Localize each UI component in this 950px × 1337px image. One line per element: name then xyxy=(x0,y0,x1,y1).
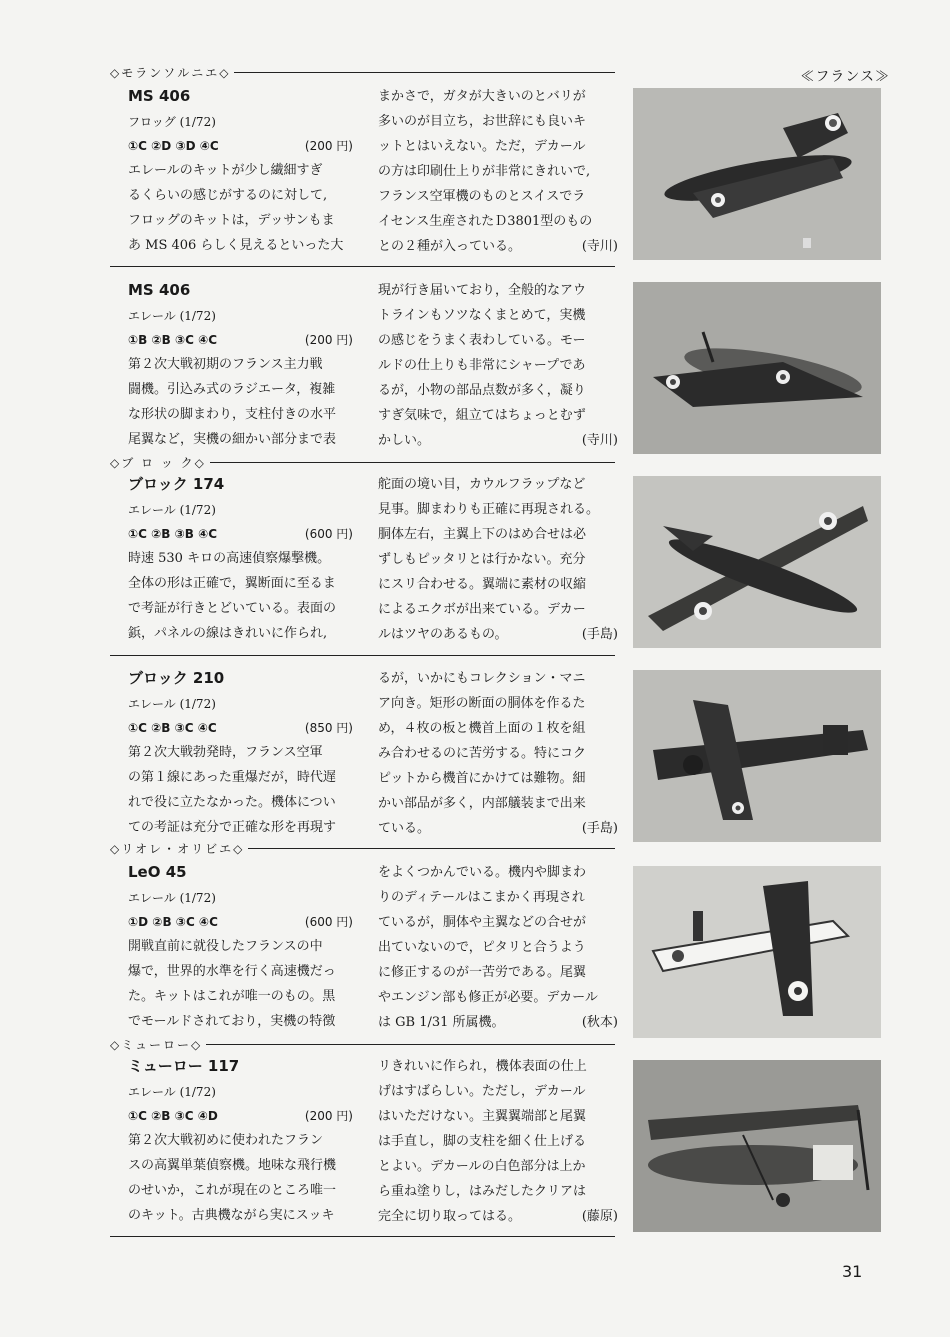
text-line: るが，小物の部品点数が多く，凝り xyxy=(378,383,586,398)
text-line: ら重ね塗りし，はみだしたクリアは xyxy=(378,1184,587,1199)
text-line: 舵面の境い目，カウルフラップなど xyxy=(378,477,586,492)
text-line: すぎ気味で，組立てはちょっとむず xyxy=(378,408,586,423)
rating-values: ①C ②D ③D ④C xyxy=(128,139,219,153)
text-line: まかさで，ガタが大きいのとバリが xyxy=(378,89,586,104)
review-text xyxy=(378,472,618,647)
section-label: ◇ミューロー◇ xyxy=(110,1037,203,1052)
text-line: な形状の脚まわり，支柱付きの水平 xyxy=(128,407,337,422)
text-line: の感じをうまく表わしている。モー xyxy=(378,333,586,348)
kit-photo-ms406-frog xyxy=(633,88,881,260)
kit-photo-ms406-heller xyxy=(633,282,881,454)
text-line: ている。 xyxy=(378,821,431,836)
text-line: ずしもピッタリとは行かない。充分 xyxy=(378,552,586,567)
ratings xyxy=(128,1104,357,1128)
price: (200 円) xyxy=(304,1109,353,1123)
rating-values: ①C ②B ③C ④C xyxy=(128,721,217,735)
review-left-column xyxy=(112,666,357,840)
section-mureaux xyxy=(110,1037,615,1051)
text-line: ての考証は充分で正確な形を再現す xyxy=(128,820,337,835)
text-line: れで役に立たなかった。機体につい xyxy=(128,795,336,810)
ratings xyxy=(128,910,357,934)
text-line: をよくつかんでいる。機内や脚まわ xyxy=(378,865,587,880)
country-heading: ≪フランス≫ xyxy=(800,69,890,85)
text-line: 見事。脚まわりも正確に再現される。 xyxy=(378,502,600,517)
text-line: リきれいに作られ，機体表面の仕上 xyxy=(378,1059,587,1074)
text-line: ア向き。矩形の断面の胴体を作るた xyxy=(378,696,586,711)
rating-values: ①B ②B ③C ④C xyxy=(128,333,218,347)
text-line: ットとはいえない。ただ，デカール xyxy=(378,139,586,154)
section-morane xyxy=(110,65,615,79)
text-line: でモールドされており，実機の特徴 xyxy=(128,1014,336,1029)
review-text xyxy=(378,860,618,1035)
reviewer-signature: (寺川) xyxy=(581,239,618,254)
review-text xyxy=(378,666,618,841)
price: (600 円) xyxy=(304,915,353,929)
reviewer-signature: (手島) xyxy=(581,821,618,836)
text-line: によるエクボが出来ている。デカー xyxy=(378,602,586,617)
maker-scale: フロッグ (1/72) xyxy=(128,115,216,129)
text-line: 多いのが目立ち，お世辞にも良いキ xyxy=(378,114,587,129)
review-right-column xyxy=(378,1054,618,1229)
text-line: エレールのキットが少し繊細すぎ xyxy=(128,163,323,178)
text-line: げはすばらしい。ただし，デカール xyxy=(378,1084,586,1099)
rating-values: ①C ②B ③C ④D xyxy=(128,1109,218,1123)
model-name: MS 406 xyxy=(128,87,191,105)
page-number: 31 xyxy=(842,1262,863,1281)
text-line: の方は印刷仕上りが非常にきれいで, xyxy=(378,164,591,179)
text-line: め，４枚の板と機首上面の１枚を組 xyxy=(378,721,586,736)
review-right-column xyxy=(378,472,618,647)
model-name: LeO 45 xyxy=(128,863,187,881)
text-line: るくらいの感じがするのに対して, xyxy=(128,188,328,203)
text-line: とよい。デカールの白色部分は上か xyxy=(378,1159,586,1174)
text-line: 尾翼など，実機の細かい部分まで表 xyxy=(128,432,337,447)
review-right-column xyxy=(378,84,618,259)
text-line: イセンス生産されたＤ3801型のもの xyxy=(378,214,593,229)
text-line: 現が行き届いており，全般的なアウ xyxy=(378,283,587,298)
text-line: た。キットはこれが唯一のもの。黒 xyxy=(128,989,336,1004)
text-line: やエンジン部も修正が必要。デカール xyxy=(378,990,598,1005)
model-name: MS 406 xyxy=(128,281,191,299)
review-text xyxy=(112,158,357,258)
text-line: は手直し，脚の支柱を細く仕上げる xyxy=(378,1134,587,1149)
text-line: のキット。古典機ながら実にスッキ xyxy=(128,1208,335,1223)
ratings xyxy=(128,522,357,546)
review-right-column xyxy=(378,860,618,1035)
text-line: 第２次大戦初期のフランス主力戦 xyxy=(128,357,323,372)
maker-scale: エレール (1/72) xyxy=(128,697,216,711)
text-line: ピットから機首にかけては難物。細 xyxy=(378,771,586,786)
maker-scale: エレール (1/72) xyxy=(128,1085,216,1099)
kit-photo-mureaux117 xyxy=(633,1060,881,1232)
text-line: 時速 530 キロの高速偵察爆撃機。 xyxy=(128,551,331,566)
review-left-column xyxy=(112,1054,357,1228)
text-line: ているが，胴体や主翼などの合せが xyxy=(378,915,587,930)
text-line: で考証が行きとどいている。表面の xyxy=(128,601,337,616)
section-bloch xyxy=(110,455,615,469)
text-line: のせいか，これが現在のところ唯一 xyxy=(128,1183,337,1198)
price: (850 円) xyxy=(304,721,353,735)
text-line: るが，いかにもコレクション・マニ xyxy=(378,671,586,686)
section-lioret xyxy=(110,841,615,855)
text-line: にスリ合わせる。翼端に素材の収縮 xyxy=(378,577,587,592)
rating-values: ①D ②B ③C ④C xyxy=(128,915,218,929)
review-left-column xyxy=(112,278,357,452)
rating-values: ①C ②B ③B ④C xyxy=(128,527,218,541)
text-line: 爆で，世界的水準を行く高速機だっ xyxy=(128,964,336,979)
review-left-column xyxy=(112,860,357,1034)
text-line: 闘機。引込み式のラジエータ，複雑 xyxy=(128,382,336,397)
divider xyxy=(110,1236,615,1237)
text-line: はいただけない。主翼翼端部と尾翼 xyxy=(378,1109,587,1124)
ratings xyxy=(128,134,357,158)
divider xyxy=(110,266,615,267)
text-line: 鋲，パネルの線はきれいに作られ, xyxy=(128,626,328,641)
review-text xyxy=(378,1054,618,1229)
maker-scale: エレール (1/72) xyxy=(128,503,216,517)
text-line: 開戦直前に就役したフランスの中 xyxy=(128,939,323,954)
text-line: 全体の形は正確で，翼断面に至るま xyxy=(128,576,336,591)
maker-scale: エレール (1/72) xyxy=(128,309,216,323)
review-text xyxy=(112,934,357,1034)
review-text xyxy=(112,740,357,840)
price: (200 円) xyxy=(304,333,353,347)
section-label: ◇モランソルニエ◇ xyxy=(110,65,231,80)
text-line: ルはツヤのあるもの。 xyxy=(378,627,508,642)
text-line: トラインもソツなくまとめて，実機 xyxy=(378,308,586,323)
text-line: は GB 1/31 所属機。 xyxy=(378,1015,505,1030)
section-label: ◇ブ ロ ッ ク◇ xyxy=(110,455,206,470)
price: (200 円) xyxy=(304,139,353,153)
review-left-column xyxy=(112,84,357,258)
text-line: に修正するのが一苦労である。尾翼 xyxy=(378,965,587,980)
text-line: 第２次大戦初めに使われたフラン xyxy=(128,1133,324,1148)
kit-photo-bloch174 xyxy=(633,476,881,648)
text-line: み合わせるのに苦労する。特にコク xyxy=(378,746,587,761)
text-line: フロッグのキットは，デッサンもま xyxy=(128,213,335,228)
review-right-column xyxy=(378,278,618,453)
reviewer-signature: (藤原) xyxy=(581,1209,618,1224)
section-label: ◇リオレ・オリビエ◇ xyxy=(110,841,245,856)
text-line: 完全に切り取ってはる。 xyxy=(378,1209,522,1224)
divider xyxy=(110,655,615,656)
review-text xyxy=(112,546,357,646)
reviewer-signature: (秋本) xyxy=(581,1015,618,1030)
review-text xyxy=(378,278,618,453)
kit-photo-bloch210 xyxy=(633,670,881,842)
text-line: フランス空軍機のものとスイスでラ xyxy=(378,189,586,204)
review-text xyxy=(378,84,618,259)
review-text xyxy=(112,352,357,452)
ratings xyxy=(128,328,357,352)
reviewer-signature: (寺川) xyxy=(581,433,618,448)
text-line: かい部品が多く，内部艤装まで出来 xyxy=(378,796,586,811)
text-line: ルドの仕上りも非常にシャープであ xyxy=(378,358,586,373)
model-name: ブロック 210 xyxy=(128,669,225,687)
review-right-column xyxy=(378,666,618,841)
ratings xyxy=(128,716,357,740)
text-line: の第１線にあった重爆だが，時代遅 xyxy=(128,770,336,785)
review-left-column xyxy=(112,472,357,646)
text-line: 第２次大戦勃発時，フランス空軍 xyxy=(128,745,323,760)
reviewer-signature: (手島) xyxy=(581,627,618,642)
text-line: との２種が入っている。 xyxy=(378,239,522,254)
model-name: ミューロー 117 xyxy=(128,1057,240,1075)
text-line: スの高翼単葉偵察機。地味な飛行機 xyxy=(128,1158,337,1173)
text-line: かしい。 xyxy=(378,433,431,448)
text-line: 胴体左右，主翼上下のはめ合せは必 xyxy=(378,527,587,542)
review-text xyxy=(112,1128,357,1228)
price: (600 円) xyxy=(304,527,353,541)
text-line: りのディテールはこまかく再現され xyxy=(378,890,585,905)
kit-photo-leo45 xyxy=(633,866,881,1038)
text-line: 出ていないので，ピタリと合うよう xyxy=(378,940,586,955)
model-name: ブロック 174 xyxy=(128,475,225,493)
text-line: あ MS 406 らしく見えるといった大 xyxy=(128,238,344,253)
maker-scale: エレール (1/72) xyxy=(128,891,216,905)
